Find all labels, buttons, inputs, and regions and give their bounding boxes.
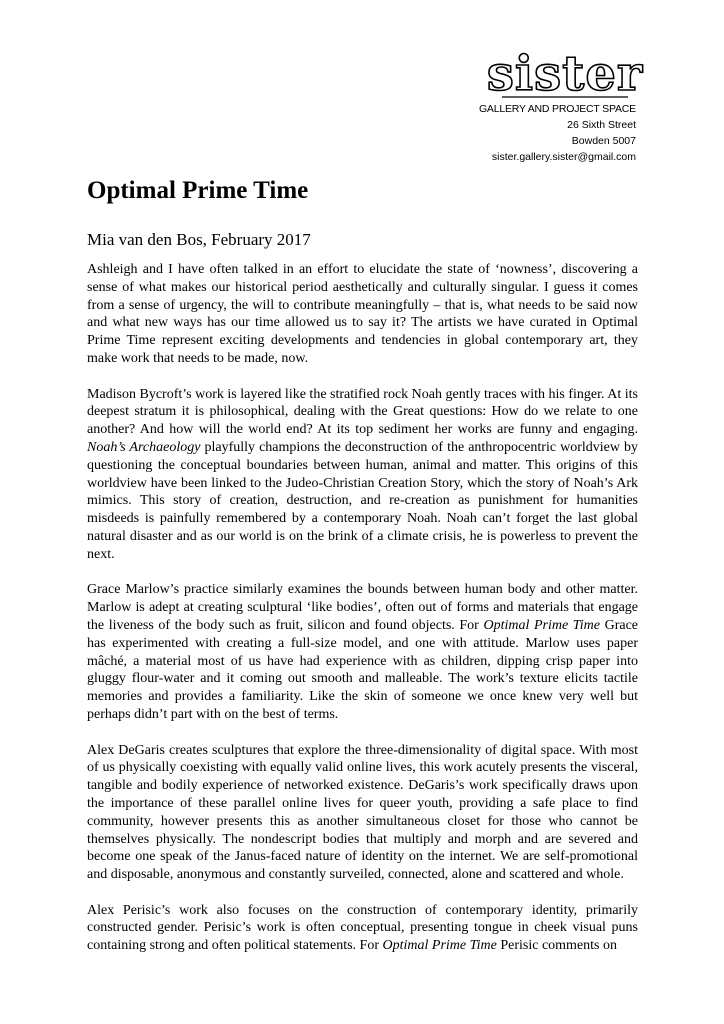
artwork-title: Noah’s Archaeology [87, 439, 201, 455]
document-title: Optimal Prime Time [87, 177, 309, 204]
letterhead-contact [479, 101, 636, 165]
paragraph-text: Perisic comments on [496, 938, 617, 954]
paragraph-degaris: Alex DeGaris creates sculptures that explore the three-dimensionality of digital space. With most of us physically coexisting with equally valid online lives, this work acutely presents the visceral, tangible and bodily experience of networked existence. DeGaris’s work specifically draws upon the importance of these parallel online lives for queer youth, providing a safe place to find community, however presents this as another simultaneous closet for those who cannot be themselves physically. The nondescript bodies that multiply and morph and are severed and become one speak of the Janus-faced nature of identity on the internet. We are self-promotional and disposable, anonymous and constantly surveiled, connected, alone and scattered and whole. [87, 742, 638, 883]
paragraph-text: Madison Bycroft’s work is layered like the stratified rock Noah gently traces with his finger. At its deepest stratum it is philosophical, dealing with the Great questions: How do we relate to one another? And how will the world end? At its top sediment her works are funny and engaging. [87, 386, 638, 438]
address-street: 26 Sixth Street [567, 119, 636, 131]
gallery-name: GALLERY AND PROJECT SPACE [478, 103, 636, 115]
sister-logo-graphic [486, 44, 644, 104]
sister-logo [486, 44, 644, 104]
paragraph-text: playfully champions the deconstruction of the anthropocentric worldview by questioning the conceptual boundaries between human, animal and matter. This origins of this worldview have been linked to the Judeo-Christian Creation Story, which the story of Noah’s Ark mimics. This story of creation, destruction, and re-creation as punishment for humanities misdeeds is painfully remembered by a contemporary Noah. Noah can’t forget the last global natural disaster and as our world is on the brink of a climate crisis, he is powerless to prevent the next. [87, 439, 639, 562]
paragraph-text: Alex Perisic’s work also focuses on the construction of contemporary identity, primarily constructed gender. Perisic’s work is often conceptual, presenting tongue in cheek visual puns containing strong and often political statements. For [87, 902, 638, 954]
paragraph-text: Grace has experimented with creating a full-size model, and one with attitude. Marlow uses paper mâché, a material most of us have had experience with as children, dipping crisp paper into gluggy flour-water and it coming out smooth and malleable. The work’s texture elicits tactile memories and provides a familiarity. Like the skin of someone we once knew very well but perhaps didn’t part with on the best of terms. [87, 617, 638, 722]
paragraph-perisic [87, 902, 638, 955]
paragraph-text: Grace Marlow’s practice similarly examines the bounds between human body and other matter. Marlow is adept at creating sculptural ‘like bodies’, often out of forms and materials that engage the liveness of the body such as fruit, silicon and found objects. For [87, 582, 638, 633]
exhibition-title: Optimal Prime Time [382, 938, 497, 954]
essay-body [87, 261, 638, 973]
exhibition-title: Optimal Prime Time [483, 617, 600, 633]
paragraph-marlow [87, 581, 638, 723]
paragraph-bycroft [87, 386, 638, 564]
paragraph-intro: Ashleigh and I have often talked in an effort to elucidate the state of ‘nowness’, discovering a sense of what makes our historical period aesthetically and culturally singular. I guess it comes from a sense of urgency, the will to contribute meaningfully – that is, what needs to be said now and what new ways has our time allowed us to say it? The artists we have curated in Optimal Prime Time represent exciting developments and tendencies in global contemporary art, they make work that needs to be made, now. [87, 262, 638, 366]
contact-email: sister.gallery.sister@gmail.com [491, 151, 636, 163]
logo-wordmark: sister [486, 46, 644, 102]
address-suburb: Bowden 5007 [571, 135, 636, 147]
author-byline: Mia van den Bos, February 2017 [87, 230, 311, 249]
